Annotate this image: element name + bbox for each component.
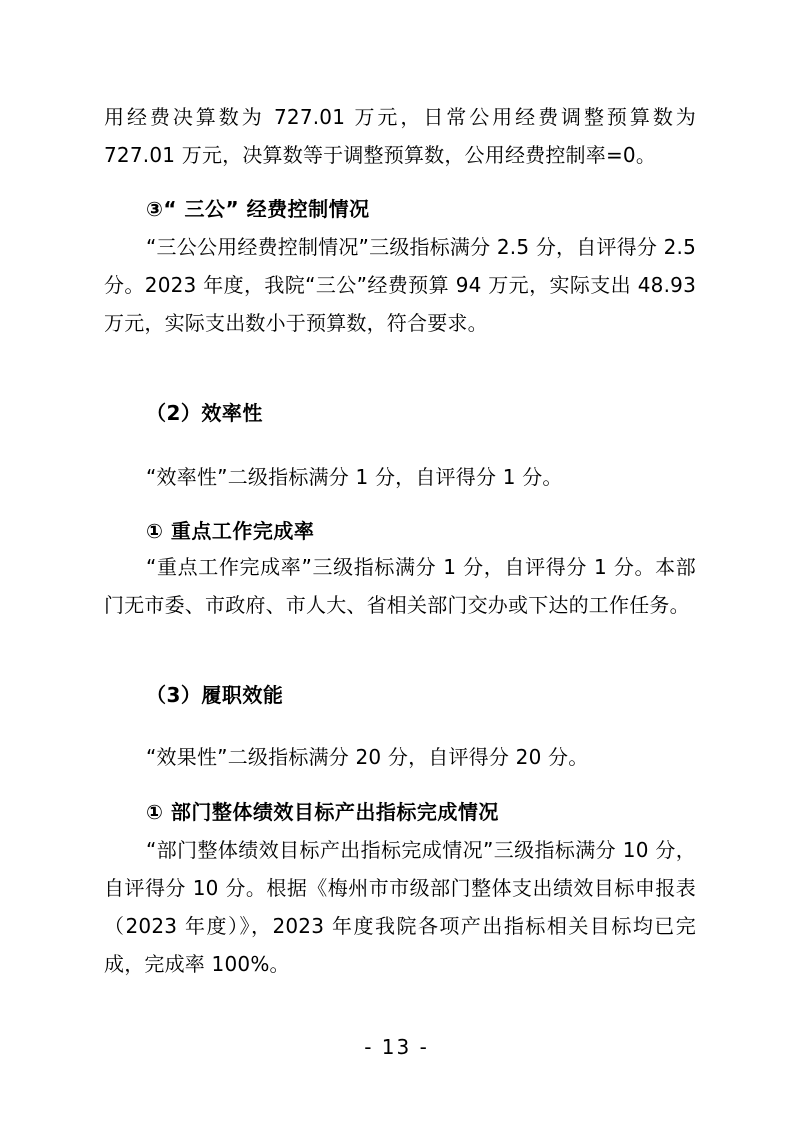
paragraph-three-public-funds: “三公公用经费控制情况”三级指标满分 2.5 分，自评得分 2.5 分。2023 年度，我院“三公”经费预算 94 万元，实际支出 48.93 万元，实际支出数小于预算数，符合要求。 — [104, 235, 697, 335]
paragraph-output-indicators: “部门整体绩效目标产出指标完成情况”三级指标满分 10 分，自评得分 10 分。根据《梅州市市级部门整体支出绩效目标申报表（2023 年度）》，2023 年度我院各项产出指标相关目标均已完成，完成率 100%。 — [104, 838, 696, 976]
page-number: - 13 - — [364, 1035, 429, 1059]
paragraph-public-funds-conclusion: 用经费决算数为 727.01 万元，日常公用经费调整预算数为 727.01 万元，决算数等于调整预算数，公用经费控制率=0。 — [104, 105, 696, 167]
heading-output-indicators: ① 部门整体绩效目标产出指标完成情况 — [146, 800, 499, 824]
heading-three-public-funds: ③“ 三公” 经费控制情况 — [146, 197, 370, 221]
paragraph-key-work-completion: “重点工作完成率”三级指标满分 1 分，自评得分 1 分。本部门无市委、市政府、市人大、省相关部门交办或下达的工作任务。 — [104, 555, 696, 617]
heading-key-work-completion: ① 重点工作完成率 — [146, 519, 315, 543]
paragraph-efficiency: “效率性”二级指标满分 1 分，自评得分 1 分。 — [146, 465, 563, 489]
heading-performance-effectiveness: （3）履职效能 — [146, 683, 284, 707]
heading-efficiency: （2）效率性 — [146, 401, 263, 425]
paragraph-effectiveness: “效果性”二级指标满分 20 分，自评得分 20 分。 — [146, 745, 589, 769]
